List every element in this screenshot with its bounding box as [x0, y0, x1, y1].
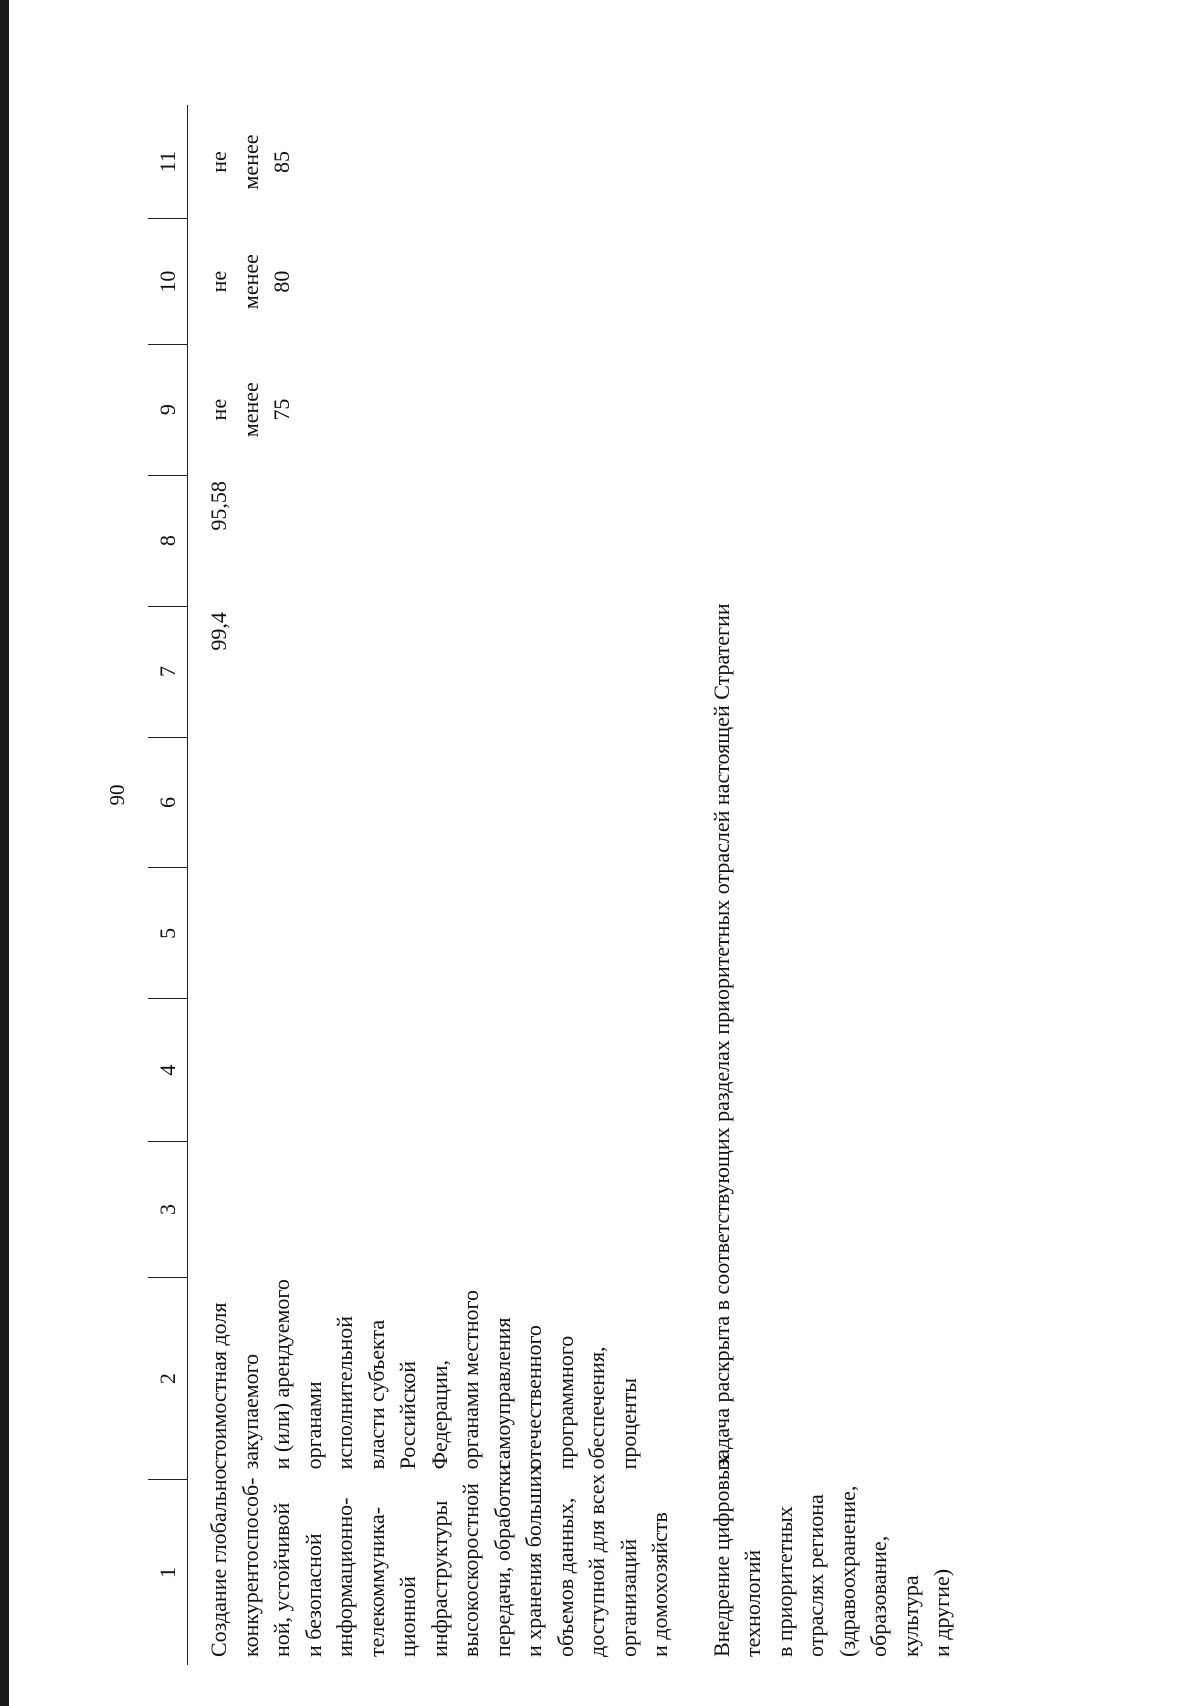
- cell-line: в приоритетных: [771, 1506, 797, 1657]
- rotated-page: [100, 105, 1100, 1665]
- column-header: 8: [148, 475, 188, 606]
- task-note: задача раскрыта в соответствующих разделах приоритетных отраслей настоящей Стратегии: [708, 603, 734, 1468]
- cell-line: и (или) арендуемого: [269, 1279, 294, 1470]
- cell-line: стоимостная доля: [206, 1302, 231, 1470]
- cell-line: Создание глобально: [206, 1468, 231, 1657]
- table-row: [188, 105, 676, 1665]
- cell-line: образование,: [866, 1535, 891, 1657]
- value-cell: [188, 999, 676, 1141]
- value-cell: [188, 1141, 676, 1278]
- cell-line: проценты: [615, 1377, 641, 1470]
- task-cell: [188, 1464, 676, 1665]
- cell-line: ной, устойчивой: [269, 1502, 294, 1657]
- cell-line: не: [206, 270, 231, 293]
- cell-line: менее: [237, 382, 263, 438]
- cell-line: Федерации,: [426, 1360, 452, 1470]
- cell-line: высокоскоростной: [458, 1483, 483, 1657]
- cell-line: не: [206, 398, 231, 421]
- value-cell: [188, 219, 676, 344]
- cell-line: Российской: [395, 1360, 420, 1470]
- cell-line: 85: [269, 150, 294, 173]
- column-header: 9: [148, 344, 188, 475]
- cell-line: объемов данных,: [552, 1497, 578, 1657]
- cell-line: исполнительной: [332, 1315, 357, 1470]
- cell-line: 75: [269, 398, 294, 421]
- column-header: 7: [148, 606, 188, 737]
- cell-line: доступной для всех: [584, 1473, 609, 1657]
- cell-line: и хранения больших: [521, 1464, 546, 1657]
- cell-line: менее: [237, 254, 263, 310]
- cell-line: организаций: [615, 1538, 641, 1657]
- cell-line: самоуправления: [489, 1317, 515, 1470]
- column-header: 1: [148, 1479, 188, 1665]
- cell-line: телекоммуника-: [363, 1506, 389, 1657]
- column-header: 3: [148, 1141, 188, 1278]
- cell-line: закупаемого: [237, 1353, 263, 1470]
- cell-line: (здравоохранение,: [834, 1485, 860, 1657]
- cell-line: и безопасной: [300, 1533, 326, 1657]
- column-header: 10: [148, 219, 188, 344]
- value-cell: [188, 737, 676, 868]
- cell-line: ционной: [395, 1576, 420, 1657]
- column-header: 2: [148, 1278, 188, 1480]
- value-cell: 95,58: [206, 481, 231, 531]
- column-header: 11: [148, 105, 188, 219]
- indicator-cell: [188, 1278, 676, 1480]
- cell-line: 80: [269, 270, 294, 293]
- indicators-table: [148, 105, 958, 1665]
- cell-line: органами: [300, 1381, 326, 1470]
- value-cell: [188, 344, 676, 475]
- cell-line: отраслях региона: [803, 1494, 828, 1657]
- cell-line: культура: [897, 1575, 923, 1657]
- task-cell: [676, 1454, 958, 1665]
- cell-line: и другие): [929, 1568, 954, 1657]
- cell-line: информационно-: [332, 1497, 357, 1657]
- cell-line: не: [206, 151, 231, 173]
- cell-line: технологий: [740, 1549, 765, 1657]
- cell-line: инфраструктуры: [426, 1500, 452, 1657]
- cell-line: передачи, обработки: [489, 1464, 515, 1657]
- cell-line: конкурентоспособ-: [237, 1477, 263, 1657]
- cell-line: менее: [237, 134, 263, 190]
- value-cell: 99,4: [206, 612, 231, 651]
- cell-line: Внедрение цифровых: [708, 1454, 734, 1657]
- cell-line: программного: [552, 1335, 578, 1470]
- cell-line: отечественного: [521, 1325, 546, 1470]
- cell-line: и домохозяйств: [647, 1512, 672, 1657]
- table-row: [676, 105, 958, 1665]
- scan-edge: [0, 0, 9, 1706]
- value-cell: [188, 868, 676, 999]
- value-cell: [188, 105, 676, 219]
- column-header: 6: [148, 737, 188, 868]
- column-header: 4: [148, 999, 188, 1141]
- page-number: 90: [105, 784, 129, 806]
- cell-line: органами местного: [458, 1290, 483, 1470]
- cell-line: власти субъекта: [363, 1319, 389, 1470]
- column-header: 5: [148, 868, 188, 999]
- column-header-row: [148, 105, 188, 1665]
- cell-line: обеспечения,: [584, 1346, 609, 1470]
